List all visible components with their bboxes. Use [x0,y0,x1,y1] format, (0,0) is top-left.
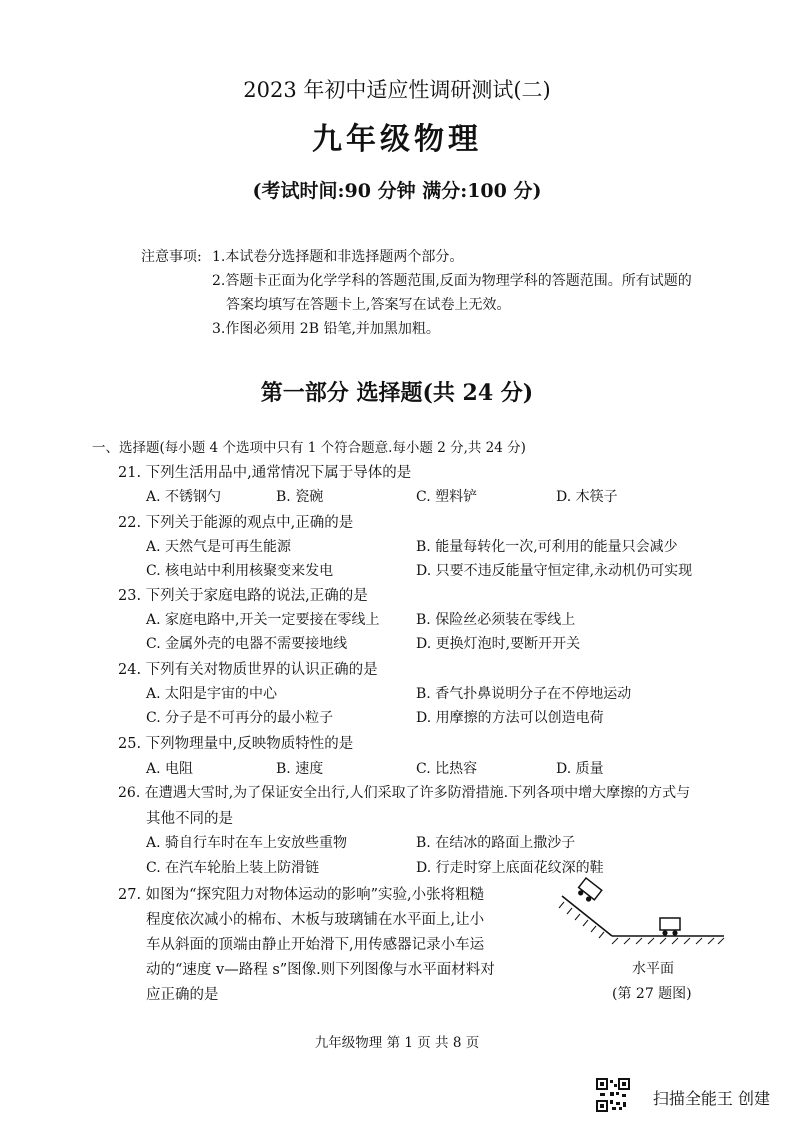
q22-option-b: B. 能量每转化一次,可利用的能量只会减少 [416,539,678,555]
q23-option-b: B. 保险丝必须装在零线上 [416,612,576,628]
question-25-stem: 25. 下列物理量中,反映物质特性的是 [118,736,354,752]
page-title: 九年级物理 [312,122,482,157]
q24-option-a: A. 太阳是宇宙的中心 [146,686,278,702]
question-21-stem: 21. 下列生活用品中,通常情况下属于导体的是 [118,465,412,481]
question-27-line-5: 应正确的是 [146,987,219,1003]
q23-option-d: D. 更换灯泡时,要断开开关 [416,636,581,652]
q23-option-a: A. 家庭电路中,开关一定要接在零线上 [146,612,380,628]
question-27-line-4: 动的“速度 v—路程 s”图像.则下列图像与水平面材料对 [146,962,495,978]
question-27-line-3: 车从斜面的顶端由静止开始滑下,用传感器记录小车运 [146,937,485,953]
q21-option-b: B. 瓷碗 [276,489,324,505]
question-26-stem: 26. 在遭遇大雪时,为了保证安全出行,人们采取了许多防滑措施.下列各项中增大摩擦的方式与 [118,785,691,801]
q22-option-a: A. 天然气是可再生能源 [146,539,292,555]
notice-item-2-cont: 答案均填写在答题卡上,答案写在试卷上无效。 [226,297,511,313]
section-intro: 一、选择题(每小题 4 个选项中只有 1 个符合题意.每小题 2 分,共 24 分) [92,440,526,456]
exam-time-info: (考试时间:90 分钟 满分:100 分) [252,180,542,202]
figure-label: 水平面 [632,961,674,977]
q26-option-d: D. 行走时穿上底面花纹深的鞋 [416,860,604,876]
question-22-stem: 22. 下列关于能源的观点中,正确的是 [118,515,354,531]
notice-item-2: 2.答题卡正面为化学学科的答题范围,反面为物理学科的答题范围。所有试题的 [212,273,692,289]
scanner-watermark: 扫描全能王 创建 [652,1089,770,1108]
cart-on-plane-icon [660,918,680,936]
section-title: 第一部分 选择题(共 24 分) [260,380,534,406]
q26-option-c: C. 在汽车轮胎上装上防滑链 [146,860,320,876]
q26-option-a: A. 骑自行车时在车上安放些重物 [146,835,348,851]
q25-option-b: B. 速度 [276,761,324,777]
q24-option-c: C. 分子是不可再分的最小粒子 [146,710,334,726]
q21-option-d: D. 木筷子 [556,489,618,505]
q26-option-b: B. 在结冰的路面上撒沙子 [416,835,576,851]
question-27-line-2: 程度依次减小的棉布、木板与玻璃铺在水平面上,让小 [146,912,485,928]
question-26-stem-cont: 其他不同的是 [146,811,233,827]
notice-item-1: 1.本试卷分选择题和非选择题两个部分。 [212,249,464,265]
q23-option-c: C. 金属外壳的电器不需要接地线 [146,636,348,652]
question-24-stem: 24. 下列有关对物质世界的认识正确的是 [118,662,378,678]
incline-experiment-figure [556,868,736,998]
q25-option-c: C. 比热容 [416,761,478,777]
question-27-line-1: 27. 如图为“探究阻力对物体运动的影响”实验,小张将粗糙 [118,887,485,903]
q21-option-a: A. 不锈钢勺 [146,489,222,505]
cart-on-incline-icon [575,878,602,904]
q22-option-d: D. 只要不违反能量守恒定律,永动机仍可实现 [416,563,693,579]
q24-option-b: B. 香气扑鼻说明分子在不停地运动 [416,686,632,702]
page-footer: 九年级物理 第 1 页 共 8 页 [314,1035,480,1051]
q25-option-a: A. 电阻 [146,761,194,777]
q21-option-c: C. 塑料铲 [416,489,478,505]
exam-header-line: 2023 年初中适应性调研测试(二) [243,78,551,102]
notice-label: 注意事项: [141,249,202,265]
q24-option-d: D. 用摩擦的方法可以创造电荷 [416,710,604,726]
q22-option-c: C. 核电站中利用核聚变来发电 [146,563,334,579]
question-23-stem: 23. 下列关于家庭电路的说法,正确的是 [118,588,368,604]
q25-option-d: D. 质量 [556,761,604,777]
qr-code-icon [596,1078,630,1112]
notice-item-3: 3.作图必须用 2B 铅笔,并加黑加粗。 [212,321,440,337]
figure-caption: (第 27 题图) [612,986,692,1002]
